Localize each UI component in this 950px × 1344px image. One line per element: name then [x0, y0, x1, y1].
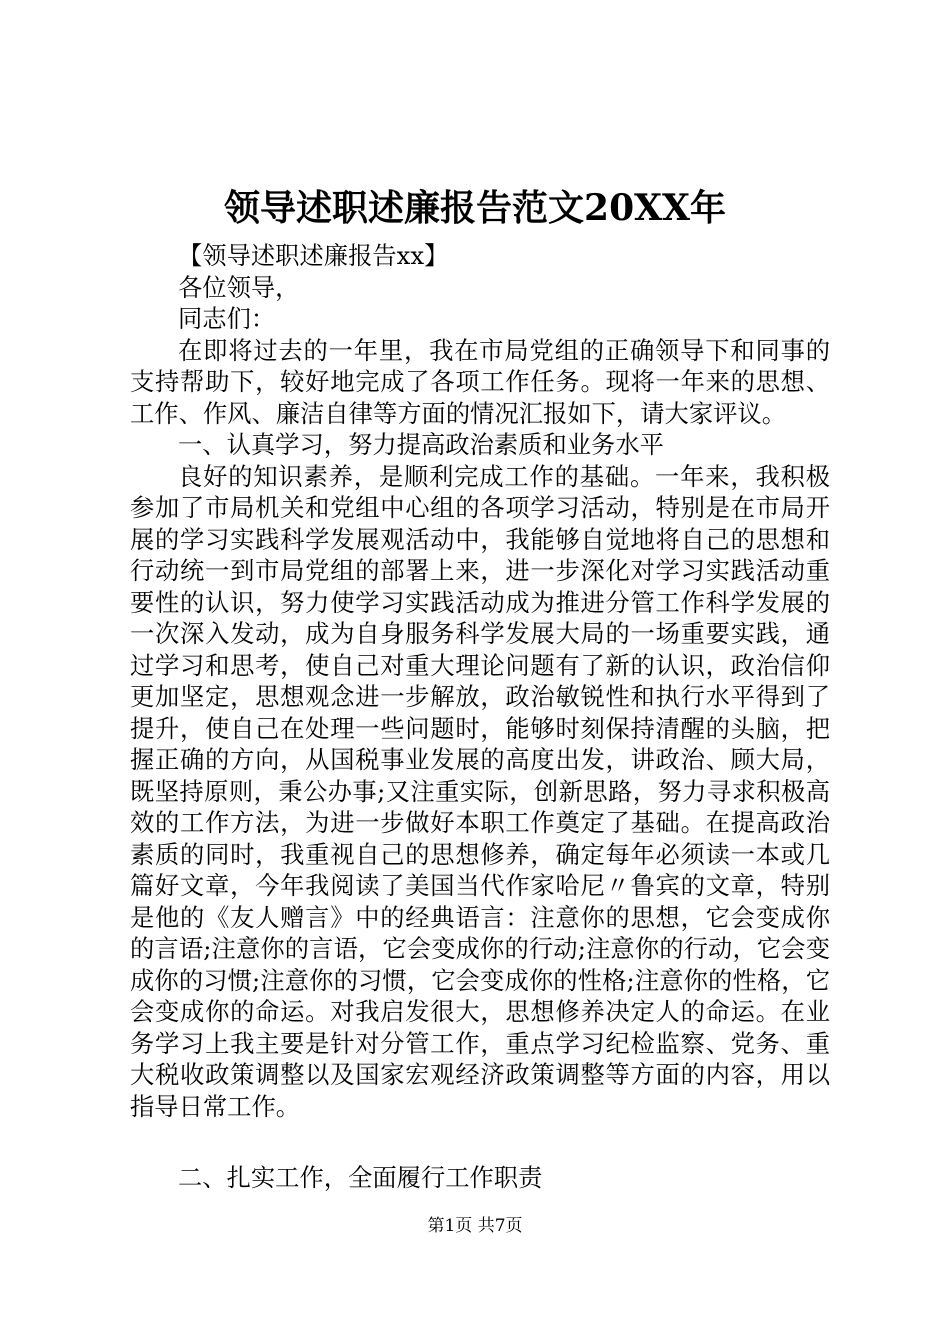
document-title: 领导述职述廉报告范文20XX年 — [224, 187, 726, 229]
salutation-leaders: 各位领导， — [178, 272, 300, 302]
section-heading-1: 一、认真学习，努力提高政治素质和业务水平 — [178, 430, 664, 459]
subtitle-line: 【领导述职述廉报告xx】 — [178, 241, 449, 270]
section-1-paragraph: 良好的知识素养，是顺利完成工作的基础。一年来，我积极参加了市局机关和党组中心组的各项学习活动，特别是在市局开展的学习实践科学发展观活动中，我能够自觉地将自己的思想和行动统一到市局党组的部署上来，进一步深化对学习实践活动重要性的认识，努力使学习实践活动成为推进分管工作科学发展的一次深入发动，成为自身服务科学发展大局的一场重要实践，通过学习和思考，使自己对重大理论问题有了新的认识，政治信仰更加坚定，思想观念进一步解放，政治敏锐性和执行水平得到了提升，使自己在处理一些问题时，能够时刻保持清醒的头脑，把握正确的方向，从国税事业发展的高度出发，讲政治、顾大局，既坚持原则，秉公办事;又注重实际，创新思路，努力寻求积极高效的工作方法，为进一步做好本职工作奠定了基础。在提高政治素质的同时，我重视自己的思想修养，确定每年必须读一本或几篇好文章，今年我阅读了美国当代作家哈尼〃鲁宾的文章，特别是他的《友人赠言》中的经典语言：注意你的思想，它会变成你的言语;注意你的言语，它会变成你的行动;注意你的行动，它会变成你的习惯;注意你的习惯，它会变成你的性格;注意你的性格，它会变成你的命运。对我启发很大，思想修养决定人的命运。在业务学习上我主要是针对分管工作，重点学习纪检监察、党务、重大税收政策调整以及国家宏观经济政策调整等方面的内容，用以指导日常工作。 — [130, 461, 830, 1121]
intro-paragraph: 在即将过去的一年里，我在市局党组的正确领导下和同事的支持帮助下，较好地完成了各项工作任务。现将一年来的思想、工作、作风、廉洁自律等方面的情况汇报如下，请大家评议。 — [130, 335, 830, 428]
salutation-comrades: 同志们： — [178, 304, 276, 333]
section-heading-2: 二、扎实工作，全面履行工作职责 — [178, 1163, 543, 1192]
page-footer: 第1页 共7页 — [427, 1216, 523, 1236]
document-body — [130, 240, 830, 1194]
